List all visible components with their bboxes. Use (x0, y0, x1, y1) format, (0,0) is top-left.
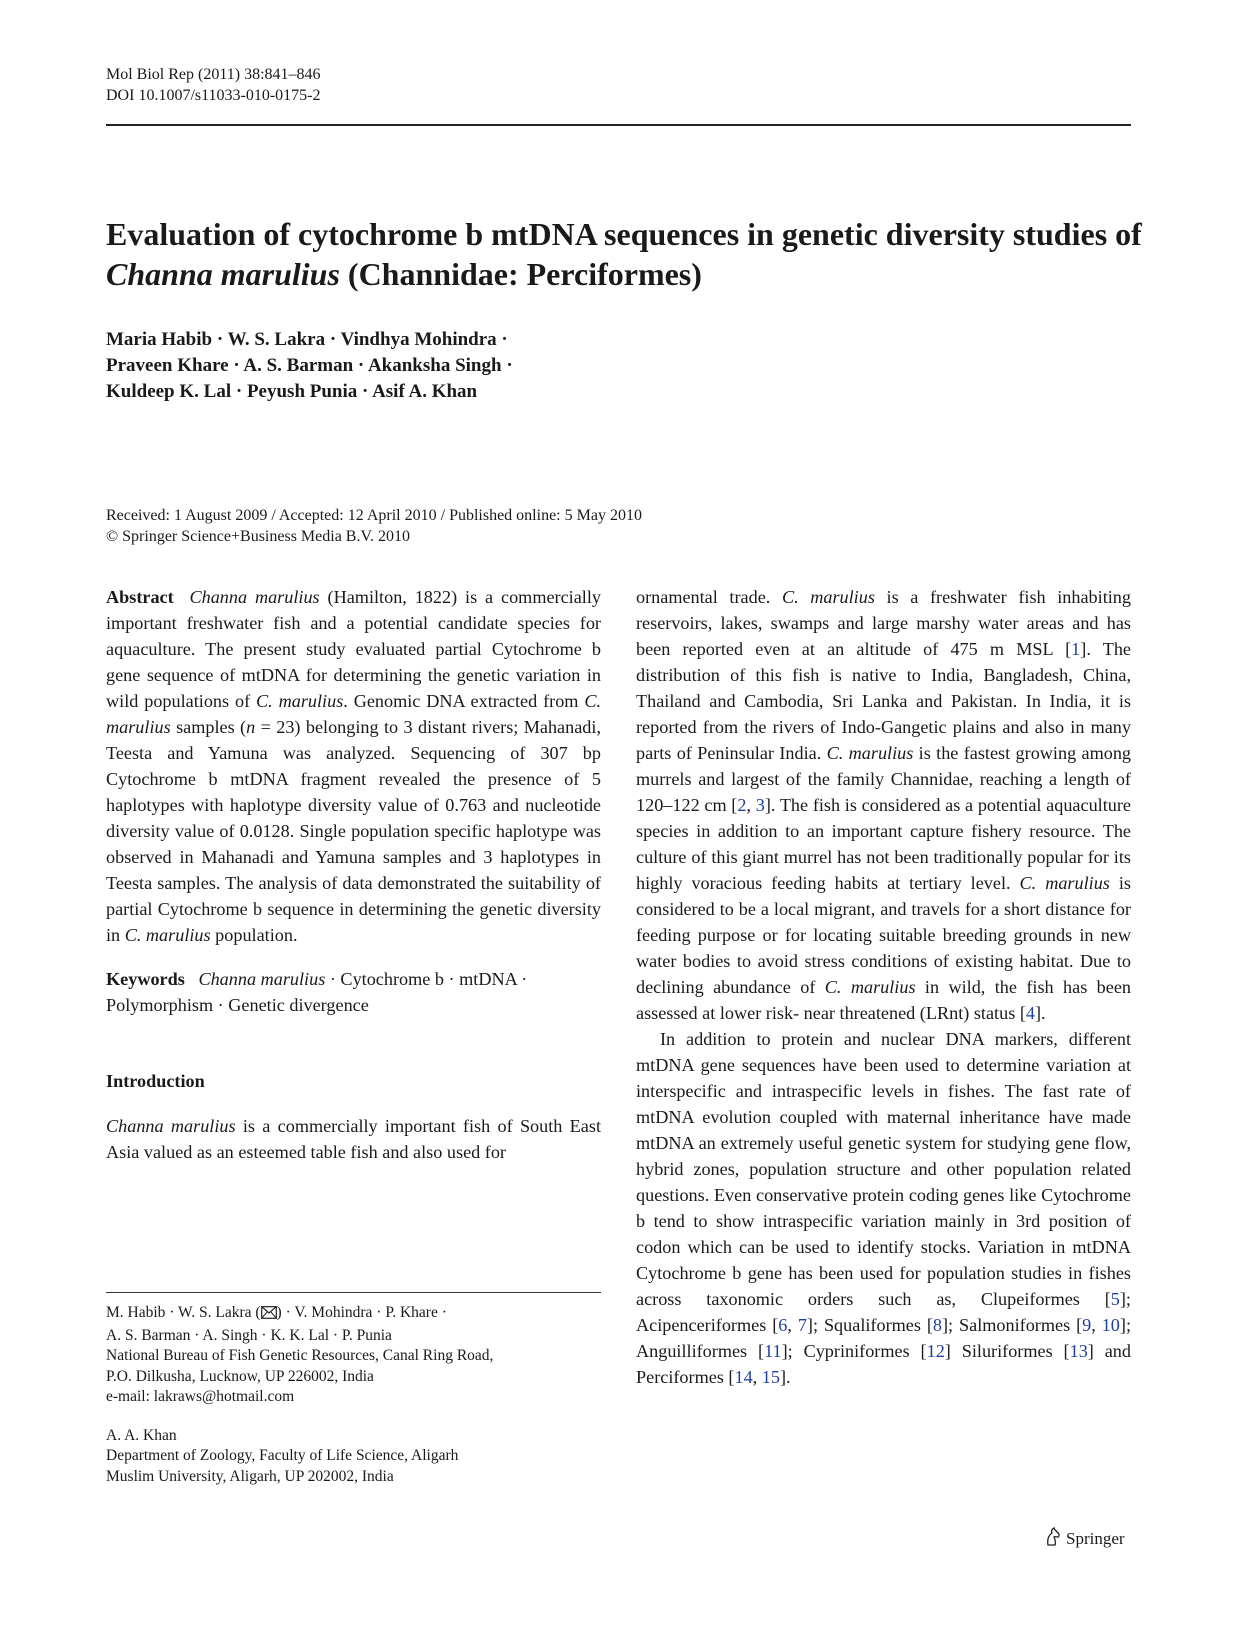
affiliation-line: A. A. Khan (106, 1426, 177, 1444)
footnote-rule (106, 1292, 601, 1293)
paragraph: In addition to protein and nuclear DNA markers, different mtDNA gene sequences have been used to determine variation at interspecific and intraspecific levels in fishes. The fast rate of mtDNA evolution coupled with maternal inheritance have made mtDNA an extremely useful genetic system for studying gene flow, hybrid zones, population structure and other population related questions. Even conservative protein coding genes like Cytochrome b tend to show intraspecific variation mainly in 3rd position of codon which can be used to identify stocks. Variation in mtDNA Cytochrome b gene has been used for population studies in fishes across taxonomic orders such as, Clupeiformes [5]; Acipenceriformes [6, 7]; Squaliformes [8]; Salmoniformes [9, 10]; Anguilliformes [11]; Cypriniformes [12] Siluriformes [13] and Perciformes [14, 15]. (636, 1029, 1132, 1387)
author-line: Praveen Khare · A. S. Barman · Akanksha Singh · (106, 355, 513, 376)
section-heading-introduction: Introduction (106, 1071, 205, 1091)
header-rule (106, 124, 1131, 126)
keyword-species: Channa marulius (198, 969, 326, 989)
springer-horse-icon (1044, 1527, 1062, 1553)
copyright-line: © Springer Science+Business Media B.V. 2010 (106, 528, 410, 545)
affiliation-line: A. S. Barman · A. Singh · K. K. Lal · P. Punia (106, 1326, 392, 1344)
citation-link[interactable]: 8 (932, 1315, 942, 1335)
species-name: C. marulius (781, 587, 875, 607)
citation-link[interactable]: 4 (1025, 1003, 1035, 1023)
citation-link[interactable]: 6 (778, 1315, 788, 1335)
email-line: e-mail: lakraws@hotmail.com (106, 1388, 295, 1405)
keyword-list: · Cytochrome b · mtDNA · Polymorphism · Genetic divergence (106, 969, 528, 1015)
paragraph: ornamental trade. C. marulius is a freshwater fish inhabiting reservoirs, lakes, swamps and large marshy water areas and has been reported even at an altitude of 475 m MSL [1]. The distribution of this fish is native to India, Bangladesh, China, Thailand and Cambodia, Sri Lanka and Pakistan. In India, it is reported from the rivers of Indo-Gangetic plains and also in many parts of Peninsular India. C. marulius is the fastest growing among murrels and largest of the family Channidae, reaching a length of 120–122 cm [2, 3]. The fish is considered as a potential aquaculture species in addition to an important capture fishery resource. The culture of this giant murrel has not been traditionally popular for its highly voracious feeding habits at tertiary level. C. marulius is considered to be a local migrant, and travels for a short distance for feeding purpose or for locating suitable breeding grounds in new water bodies to avoid stress conditions of existing habitat. Due to declining abundance of C. marulius in wild, the fish has been assessed at lower risk- near threatened (LRnt) status [4]. (636, 587, 1132, 1023)
citation-link[interactable]: 14 (734, 1367, 753, 1387)
species-name: C. marulius (824, 977, 916, 997)
sample-size-symbol: n (246, 717, 256, 737)
affiliation-line: Muslim University, Aligarh, UP 202002, India (106, 1467, 394, 1485)
species-name: C. marulius (106, 691, 602, 737)
citation-link[interactable]: 2 (737, 795, 747, 815)
citation-link[interactable]: 5 (1110, 1289, 1120, 1309)
keywords-label: Keywords (106, 969, 185, 989)
affiliation-line: National Bureau of Fish Genetic Resources, Canal Ring Road, (106, 1347, 494, 1364)
journal-citation: Mol Biol Rep (2011) 38:841–846 (106, 66, 321, 83)
species-name: Channa marulius (106, 1116, 236, 1136)
title-part1: Evaluation of cytochrome b mtDNA sequences in genetic diversity studies of (106, 216, 1142, 252)
journal-header (106, 64, 321, 106)
citation-link[interactable]: 12 (926, 1341, 945, 1361)
keywords (106, 966, 601, 1018)
affiliation-line: Department of Zoology, Faculty of Life Science, Aligarh (106, 1447, 459, 1464)
abstract-label: Abstract (106, 587, 174, 607)
doi: DOI 10.1007/s11033-010-0175-2 (106, 87, 321, 104)
citation-link[interactable]: 15 (761, 1367, 780, 1387)
citation-link[interactable]: 11 (764, 1341, 782, 1361)
introduction-paragraph: Channa marulius is a commercially important fish of South East Asia valued as an esteemed table fish and also used for (106, 1116, 601, 1162)
publication-history (106, 505, 1006, 547)
citation-link[interactable]: 10 (1101, 1315, 1120, 1335)
affiliations (106, 1303, 601, 1487)
citation-link[interactable]: 7 (797, 1315, 807, 1335)
citation-link[interactable]: 9 (1082, 1315, 1092, 1335)
title-species: Channa marulius (106, 256, 340, 292)
left-column (106, 584, 601, 1165)
abstract: Abstract Channa marulius (Hamilton, 1822) is a commercially important freshwater fish and a potential candidate species for aquaculture. The present study evaluated partial Cytochrome b gene sequence of mtDNA for determining the genetic variation in wild populations of C. marulius. Genomic DNA extracted from C. marulius samples (n = 23) belonging to 3 distant rivers; Mahanadi, Teesta and Yamuna was analyzed. Sequencing of 307 bp Cytochrome b mtDNA fragment revealed the presence of 5 haplotypes with haplotype diversity value of 0.763 and nucleotide diversity value of 0.0128. Single population specific haplotype was observed in Mahanadi and Yamuna samples and 3 haplotypes in Teesta samples. The analysis of data demonstrated the suitability of partial Cytochrome b sequence in determining the genetic diversity in C. marulius population. (106, 587, 602, 945)
affiliation-line: M. Habib · W. S. Lakra ( ) · V. Mohindra · P. Khare · (106, 1303, 601, 1326)
species-name: C. marulius (1019, 873, 1110, 893)
author-line: Kuldeep K. Lal · Peyush Punia · Asif A. Khan (106, 381, 478, 402)
citation-link[interactable]: 1 (1071, 639, 1081, 659)
publisher-name: Springer (1066, 1529, 1125, 1548)
envelope-icon[interactable] (261, 1305, 277, 1326)
species-name: C. marulius (124, 925, 211, 945)
species-name: C. marulius (256, 691, 344, 711)
author-list (106, 327, 1006, 405)
author-line: Maria Habib · W. S. Lakra · Vindhya Mohindra · (106, 329, 508, 350)
article-title (106, 214, 1146, 294)
affiliation-line: P.O. Dilkusha, Lucknow, UP 226002, India (106, 1367, 374, 1385)
citation-link[interactable]: 3 (755, 795, 765, 815)
species-name: C. marulius (826, 743, 914, 763)
citation-link[interactable]: 13 (1069, 1341, 1088, 1361)
history-line: Received: 1 August 2009 / Accepted: 12 April 2010 / Published online: 5 May 2010 (106, 507, 642, 524)
right-column (636, 584, 1131, 1390)
publisher-logo (1044, 1527, 1125, 1553)
title-part2: (Channidae: Perciformes) (339, 256, 702, 292)
species-name: Channa marulius (189, 587, 320, 607)
